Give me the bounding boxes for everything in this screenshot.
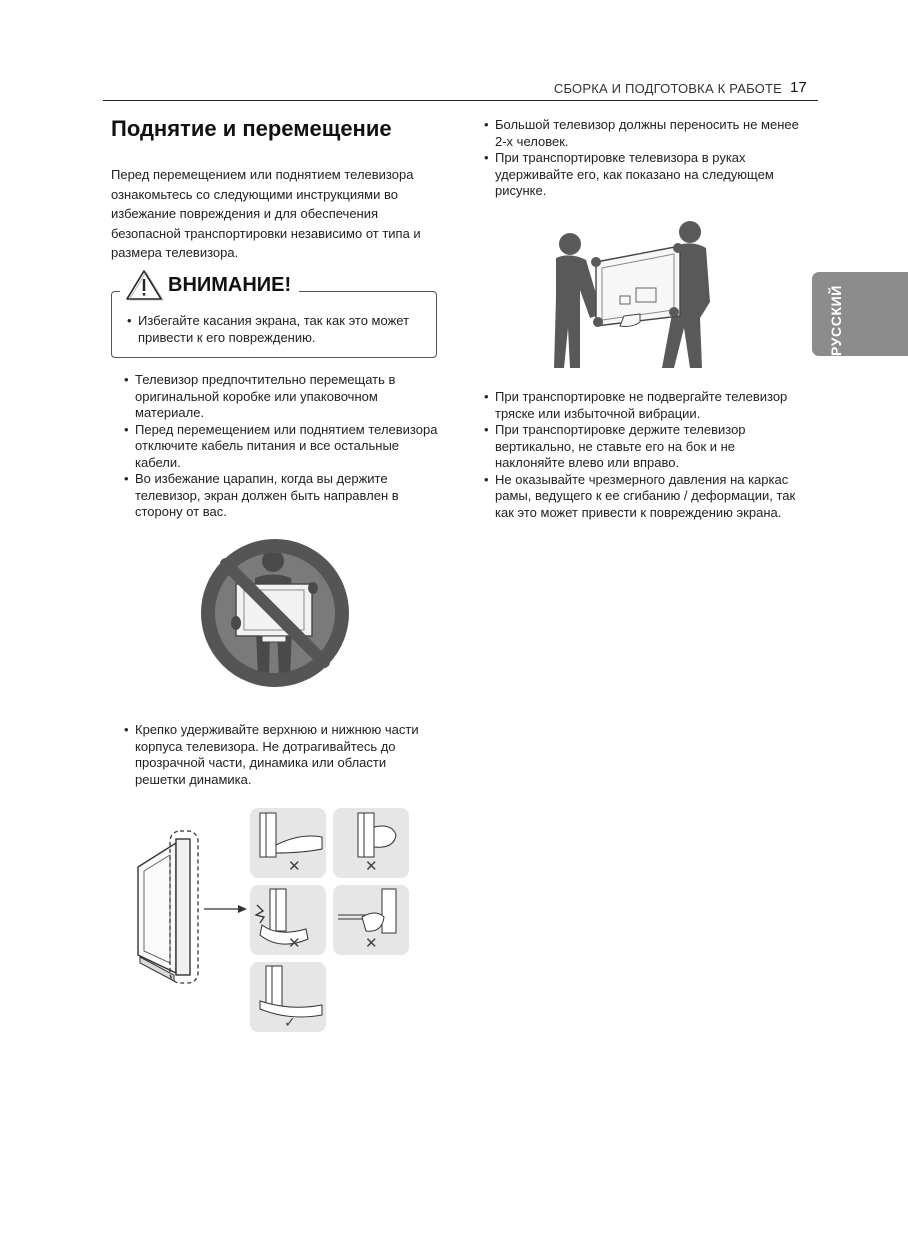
two-person-carry-illustration xyxy=(550,218,720,376)
cross-icon: ✕ xyxy=(365,935,378,952)
cross-icon: ✕ xyxy=(288,935,301,952)
caution-list xyxy=(127,313,427,346)
carry-people-list xyxy=(484,117,802,200)
grip-diagram xyxy=(130,805,415,1035)
language-tab-label: РУССКИЙ xyxy=(828,285,844,356)
list-item: • При транспортировке телевизора в руках удерживайте его, как показано на следующем рисунке. xyxy=(484,150,802,200)
grip-panel-wrong xyxy=(333,808,409,878)
intro-paragraph: Перед перемещением или поднятием телевизора ознакомьтесь со следующими инструкциями во избежание повреждения и для обеспечения безопасной транспортировки независимо от типа и размера телевизора. xyxy=(111,167,421,260)
prohibited-carry-illustration xyxy=(200,538,350,688)
grip-panel-correct xyxy=(250,962,326,1032)
list-item: • Большой телевизор должны переносить не менее 2-х человек. xyxy=(484,117,802,150)
grip-panel-wrong xyxy=(250,808,326,878)
tv-side-view-icon xyxy=(138,831,198,983)
cross-icon: ✕ xyxy=(365,858,378,875)
grip-list xyxy=(124,722,424,788)
list-item: • При транспортировке держите телевизор вертикально, не ставьте его на бок и не наклоняйте влево или вправо. xyxy=(484,422,802,472)
list-item: • Во избежание царапин, когда вы держите телевизор, экран должен быть направлен в сторону от вас. xyxy=(124,471,440,521)
grip-panel-wrong xyxy=(250,885,326,955)
list-item: • Крепко удерживайте верхнюю и нижнюю части корпуса телевизора. Не дотрагивайтесь до прозрачной части, динамика или области решетки динамика. xyxy=(124,722,424,788)
language-tab xyxy=(812,272,908,356)
caution-heading xyxy=(120,268,299,302)
header-divider xyxy=(103,100,818,101)
list-item: • Телевизор предпочтительно перемещать в оригинальной коробке или упаковочном материале. xyxy=(124,372,440,422)
list-item: • Перед перемещением или поднятием телевизора отключите кабель питания и все остальные кабели. xyxy=(124,422,440,472)
checkmark-icon: ✓ xyxy=(284,1014,296,1030)
cross-icon: ✕ xyxy=(288,858,301,875)
running-header: СБОРКА И ПОДГОТОВКА К РАБОТЕ xyxy=(553,81,782,96)
caution-title: ВНИМАНИЕ! xyxy=(168,273,292,296)
grip-panel-wrong xyxy=(333,885,409,955)
caution-item: • Избегайте касания экрана, так как это может привести к его повреждению. xyxy=(127,313,427,346)
warning-triangle-icon xyxy=(124,268,164,302)
list-item: • При транспортировке не подвергайте телевизор тряске или избыточной вибрации. xyxy=(484,389,802,422)
page-number: 17 xyxy=(790,79,807,96)
page-title: Поднятие и перемещение xyxy=(111,116,392,141)
list-item: • Не оказывайте чрезмерного давления на каркас рамы, ведущего к ее сгибанию / деформации, так как это может привести к повреждению экрана. xyxy=(484,472,802,522)
handling-list xyxy=(124,372,440,521)
transport-list xyxy=(484,389,802,521)
